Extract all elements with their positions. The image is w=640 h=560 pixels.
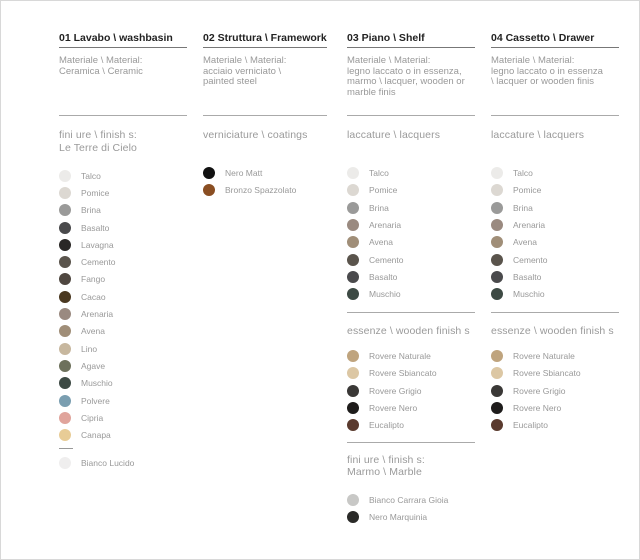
color-swatch-icon	[347, 511, 359, 523]
swatch-label: Brina	[369, 202, 389, 213]
swatch-item	[491, 417, 619, 434]
swatch-label: Cemento	[369, 254, 404, 265]
swatch-list	[203, 165, 327, 200]
color-swatch-icon	[491, 202, 503, 214]
color-swatch-icon	[491, 350, 503, 362]
color-swatch-icon	[59, 239, 71, 251]
color-swatch-icon	[59, 291, 71, 303]
color-swatch-icon	[491, 288, 503, 300]
swatch-item	[347, 382, 475, 399]
swatch-label: Arenaria	[513, 220, 546, 231]
swatch-item	[347, 216, 475, 233]
swatch-item	[59, 253, 187, 270]
section-heading: laccature \ lacquers	[347, 129, 441, 141]
swatch-item	[59, 323, 187, 340]
swatch-item	[491, 182, 619, 199]
color-swatch-icon	[59, 308, 71, 320]
swatch-item	[347, 199, 475, 216]
color-swatch-icon	[59, 377, 71, 389]
color-swatch-icon	[491, 402, 503, 414]
color-swatch-icon	[59, 325, 71, 337]
swatch-label: Pomice	[81, 187, 110, 198]
divider	[347, 47, 475, 48]
swatch-item	[347, 268, 475, 285]
color-swatch-icon	[347, 385, 359, 397]
column-shelf	[347, 32, 475, 525]
swatch-label: Fango	[81, 274, 106, 285]
column-title: 03 Piano \ Shelf	[347, 32, 425, 44]
column-title: 01 Lavabo \ washbasin	[59, 32, 173, 44]
swatch-item	[59, 288, 187, 305]
swatch-item	[347, 165, 475, 182]
swatch-item	[491, 165, 619, 182]
divider	[59, 115, 187, 116]
section-heading: essenze \ wooden finish s	[491, 324, 614, 337]
column-title: 04 Cassetto \ Drawer	[491, 32, 595, 44]
swatch-list	[59, 455, 187, 472]
swatch-label: Cipria	[81, 412, 104, 423]
swatch-label: Pomice	[513, 185, 542, 196]
swatch-label: Bianco Lucido	[81, 458, 135, 469]
material-text: Materiale \ Material: acciaio verniciato \ painted steel	[203, 55, 287, 88]
divider	[491, 312, 619, 313]
divider	[347, 442, 475, 443]
swatch-item	[59, 219, 187, 236]
material-text: Materiale \ Material: legno laccato o in essenza \ lacquer or wooden finis	[491, 55, 603, 88]
material-box	[491, 56, 619, 100]
swatch-label: Eucalipto	[513, 420, 548, 431]
swatch-label: Talco	[513, 168, 533, 179]
swatch-list	[347, 347, 475, 433]
swatch-item	[491, 347, 619, 364]
swatch-label: Eucalipto	[369, 420, 404, 431]
color-swatch-icon	[347, 219, 359, 231]
swatch-item	[59, 271, 187, 288]
divider	[59, 448, 73, 449]
swatch-label: Cacao	[81, 291, 106, 302]
color-swatch-icon	[59, 343, 71, 355]
swatch-item	[59, 305, 187, 322]
swatch-list	[491, 347, 619, 433]
swatch-label: Muschio	[81, 378, 113, 389]
color-swatch-icon	[491, 385, 503, 397]
section-heading: fini ure \ finish s: Le Terre di Cielo	[59, 129, 137, 154]
column-framework	[203, 32, 327, 199]
swatch-item	[491, 216, 619, 233]
divider	[203, 115, 327, 116]
color-swatch-icon	[59, 412, 71, 424]
swatch-label: Cemento	[513, 254, 548, 265]
color-swatch-icon	[347, 202, 359, 214]
swatch-label: Rovere Sbiancato	[369, 368, 437, 379]
color-swatch-icon	[491, 219, 503, 231]
material-box	[347, 56, 475, 100]
swatch-item	[491, 234, 619, 251]
swatch-item	[59, 455, 187, 472]
divider	[59, 47, 187, 48]
color-swatch-icon	[491, 419, 503, 431]
swatch-item	[347, 182, 475, 199]
swatch-item	[59, 184, 187, 201]
color-swatch-icon	[491, 236, 503, 248]
color-swatch-icon	[347, 350, 359, 362]
color-swatch-icon	[59, 273, 71, 285]
color-swatch-icon	[59, 256, 71, 268]
swatch-label: Pomice	[369, 185, 398, 196]
section-heading: essenze \ wooden finish s	[347, 324, 470, 337]
swatch-item	[59, 340, 187, 357]
swatch-label: Bianco Carrara Gioia	[369, 494, 449, 505]
material-box	[59, 56, 187, 100]
swatch-label: Rovere Grigio	[513, 385, 566, 396]
divider	[491, 115, 619, 116]
swatch-item	[347, 286, 475, 303]
swatch-label: Cemento	[81, 257, 116, 268]
swatch-item	[491, 251, 619, 268]
swatch-item	[59, 167, 187, 184]
swatch-item	[491, 268, 619, 285]
color-swatch-icon	[347, 254, 359, 266]
divider	[491, 47, 619, 48]
color-swatch-icon	[59, 170, 71, 182]
swatch-item	[59, 202, 187, 219]
color-swatch-icon	[347, 167, 359, 179]
swatch-label: Agave	[81, 360, 106, 371]
swatch-label: Rovere Nero	[513, 402, 562, 413]
material-box	[203, 56, 327, 100]
color-swatch-icon	[347, 271, 359, 283]
column-washbasin	[59, 32, 187, 472]
swatch-label: Avena	[513, 237, 537, 248]
swatch-label: Basalto	[81, 222, 110, 233]
swatch-item	[347, 234, 475, 251]
swatch-label: Rovere Naturale	[369, 351, 431, 362]
section-heading: fini ure \ finish s: Marmo \ Marble	[347, 453, 425, 479]
section-heading: laccature \ lacquers	[491, 129, 585, 141]
color-swatch-icon	[491, 167, 503, 179]
swatch-label: Nero Marquinia	[369, 511, 428, 522]
swatch-label: Rovere Grigio	[369, 385, 422, 396]
color-swatch-icon	[203, 167, 215, 179]
color-swatch-icon	[59, 429, 71, 441]
swatch-list	[347, 165, 475, 303]
swatch-list	[347, 491, 475, 526]
swatch-label: Brina	[513, 202, 533, 213]
color-swatch-icon	[491, 271, 503, 283]
color-swatch-icon	[491, 367, 503, 379]
swatch-item	[347, 399, 475, 416]
swatch-item	[59, 375, 187, 392]
color-swatch-icon	[59, 222, 71, 234]
color-swatch-icon	[347, 236, 359, 248]
swatch-item	[491, 199, 619, 216]
color-swatch-icon	[59, 457, 71, 469]
color-swatch-icon	[491, 184, 503, 196]
swatch-item	[59, 357, 187, 374]
swatch-label: Basalto	[369, 271, 398, 282]
swatch-label: Rovere Naturale	[513, 351, 575, 362]
color-swatch-icon	[491, 254, 503, 266]
swatch-item	[347, 365, 475, 382]
swatch-item	[347, 417, 475, 434]
section-heading: verniciature \ coatings	[203, 129, 308, 141]
color-swatch-icon	[203, 184, 215, 196]
swatch-label: Avena	[81, 326, 105, 337]
color-swatch-icon	[59, 187, 71, 199]
material-text: Materiale \ Material: Ceramica \ Ceramic	[59, 55, 143, 77]
color-swatch-icon	[347, 402, 359, 414]
swatch-label: Talco	[81, 170, 101, 181]
swatch-label: Polvere	[81, 395, 110, 406]
swatch-label: Canapa	[81, 430, 111, 441]
color-swatch-icon	[347, 367, 359, 379]
column-title: 02 Struttura \ Framework	[203, 32, 327, 44]
swatch-label: Avena	[369, 237, 393, 248]
swatch-label: Basalto	[513, 271, 542, 282]
swatch-item	[347, 508, 475, 525]
swatch-item	[347, 251, 475, 268]
color-swatch-icon	[347, 494, 359, 506]
color-swatch-icon	[347, 184, 359, 196]
swatch-label: Rovere Sbiancato	[513, 368, 581, 379]
swatch-label: Bronzo Spazzolato	[225, 185, 297, 196]
swatch-item	[347, 347, 475, 364]
swatch-item	[491, 365, 619, 382]
swatch-label: Lino	[81, 343, 98, 354]
swatch-item	[491, 399, 619, 416]
material-text: Materiale \ Material: legno laccato o in essenza, marmo \ lacquer, wooden or marble finis	[347, 55, 465, 98]
color-swatch-icon	[59, 204, 71, 216]
swatch-label: Muschio	[513, 289, 545, 300]
swatch-label: Brina	[81, 205, 101, 216]
swatch-list	[491, 165, 619, 303]
swatch-item	[491, 382, 619, 399]
swatch-label: Nero Matt	[225, 168, 263, 179]
color-swatch-icon	[59, 360, 71, 372]
swatch-list	[59, 167, 187, 444]
swatch-item	[491, 286, 619, 303]
swatch-item	[59, 409, 187, 426]
swatch-label: Muschio	[369, 289, 401, 300]
swatch-item	[203, 165, 327, 182]
column-drawer	[491, 32, 619, 434]
swatch-label: Rovere Nero	[369, 402, 418, 413]
color-swatch-icon	[347, 288, 359, 300]
swatch-item	[59, 426, 187, 443]
swatch-label: Arenaria	[369, 220, 402, 231]
swatch-item	[59, 236, 187, 253]
divider	[203, 47, 327, 48]
divider	[347, 312, 475, 313]
divider	[347, 115, 475, 116]
swatch-label: Talco	[369, 168, 389, 179]
color-swatch-icon	[59, 395, 71, 407]
swatch-item	[347, 491, 475, 508]
color-swatch-icon	[347, 419, 359, 431]
swatch-label: Arenaria	[81, 309, 114, 320]
swatch-label: Lavagna	[81, 239, 114, 250]
swatch-item	[59, 392, 187, 409]
swatch-item	[203, 182, 327, 199]
